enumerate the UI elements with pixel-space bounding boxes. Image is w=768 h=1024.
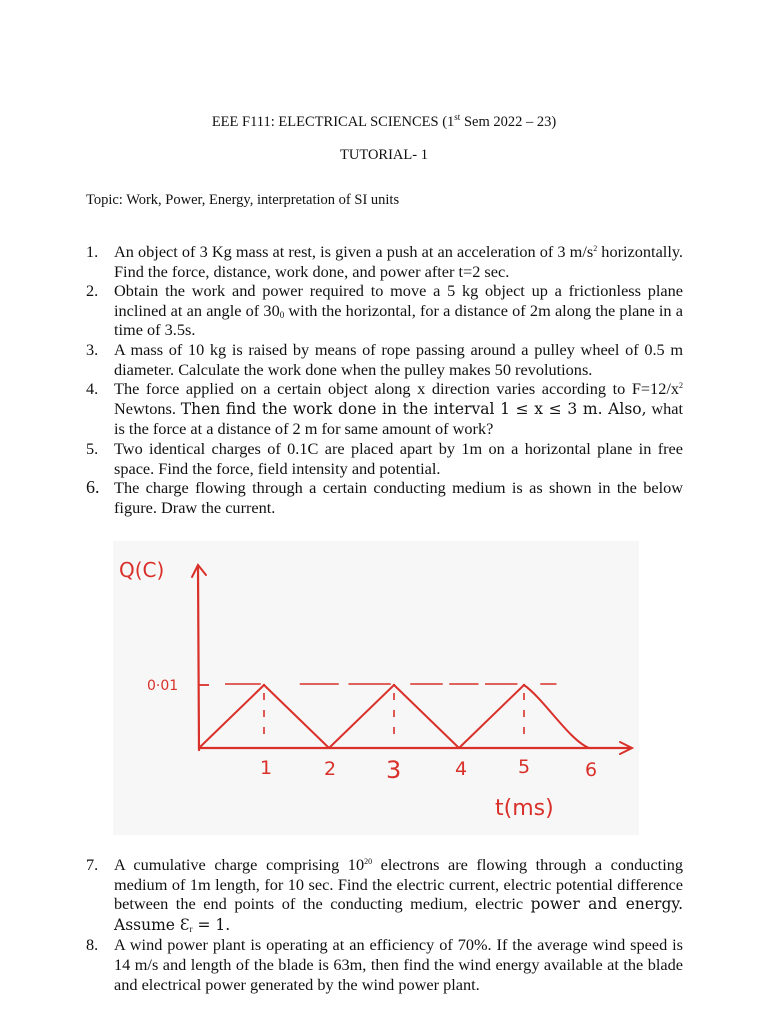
x-tick-label: 5 <box>518 756 531 778</box>
x-tick-label: 2 <box>324 758 337 780</box>
charge-peak-point <box>393 684 395 686</box>
x-tick-label: 6 <box>585 759 598 781</box>
topic-line: Topic: Work, Power, Energy, interpretation of SI units <box>86 192 400 208</box>
charge-figure <box>113 541 639 835</box>
question-list-part1 <box>86 242 683 517</box>
question-item: 7. A cumulative charge comprising $10^{20}$ electrons are flowing through a conducting medium of 1m length, for 10 sec. Find the electric current, electric potential difference between the end points of the conducting medium, electric power and energy. Assume $Ɛ_r = 1$. <box>86 855 683 934</box>
charge-peak-point <box>523 684 525 686</box>
question-item: 1. An object of 3 Kg mass at rest, is given a push at an acceleration of 3 $m/s^2$ horizontally. Find the force, distance, work done, and power after t=2 sec. <box>86 242 683 281</box>
charge-segment <box>329 685 394 748</box>
y-axis <box>198 567 199 750</box>
y-axis-label: Q(C) <box>119 558 165 582</box>
charge-segment <box>524 685 589 748</box>
tutorial-heading: TUTORIAL- 1 <box>340 147 428 163</box>
course-title: EEE F111: ELECTRICAL SCIENCES (1st Sem 2022 – 23) <box>211 112 557 130</box>
question-item: 6. The charge flowing through a certain conducting medium is as shown in the below figure. Draw the current. <box>86 477 683 517</box>
x-tick-label: 4 <box>455 758 468 780</box>
x-tick-label: 1 <box>260 757 273 779</box>
x-tick-label: 3 <box>386 756 402 784</box>
question-item: 2. Obtain the work and power required to move a 5 kg object up a frictionless plane inclined at an angle of $30_0$ with the horizontal, for a distance of 2m along the plane in a time of 3.5s. <box>86 281 683 340</box>
question-list-part2 <box>86 855 683 994</box>
question-item: 5. Two identical charges of 0.1C are placed apart by 1m on a horizontal plane in free space. Find the force, field intensity and potential. <box>86 438 683 478</box>
y-tick-label: 0·01 <box>147 678 179 694</box>
charge-segment <box>264 685 329 748</box>
charge-segment <box>394 685 459 748</box>
question-item: 4. The force applied on a certain object along x direction varies according to $F=12/x^2$ Newtons. Then find the work done in the interval 1 ≤ x ≤ 3 m. Also, what is the force at a distance of 2 m for same amount of work? <box>86 379 684 439</box>
chart-axes <box>147 565 632 784</box>
x-axis-label: t(ms) <box>495 796 554 821</box>
question-item: 8. A wind power plant is operating at an efficiency of 70%. If the average wind speed is 14 m/s and length of the blade is 63m, then find the wind energy available at the blade and electrical power generated by the wind power plant. <box>86 935 683 994</box>
question-item: 3. A mass of 10 kg is raised by means of rope passing around a pulley wheel of 0.5 m diameter. Calculate the work done when the pulley makes 50 revolutions. <box>86 339 683 379</box>
charge-chart <box>113 541 639 835</box>
charge-segment <box>199 685 264 748</box>
charge-peak-point <box>263 684 265 686</box>
charge-segment <box>459 685 524 748</box>
chart-marks <box>199 684 589 748</box>
